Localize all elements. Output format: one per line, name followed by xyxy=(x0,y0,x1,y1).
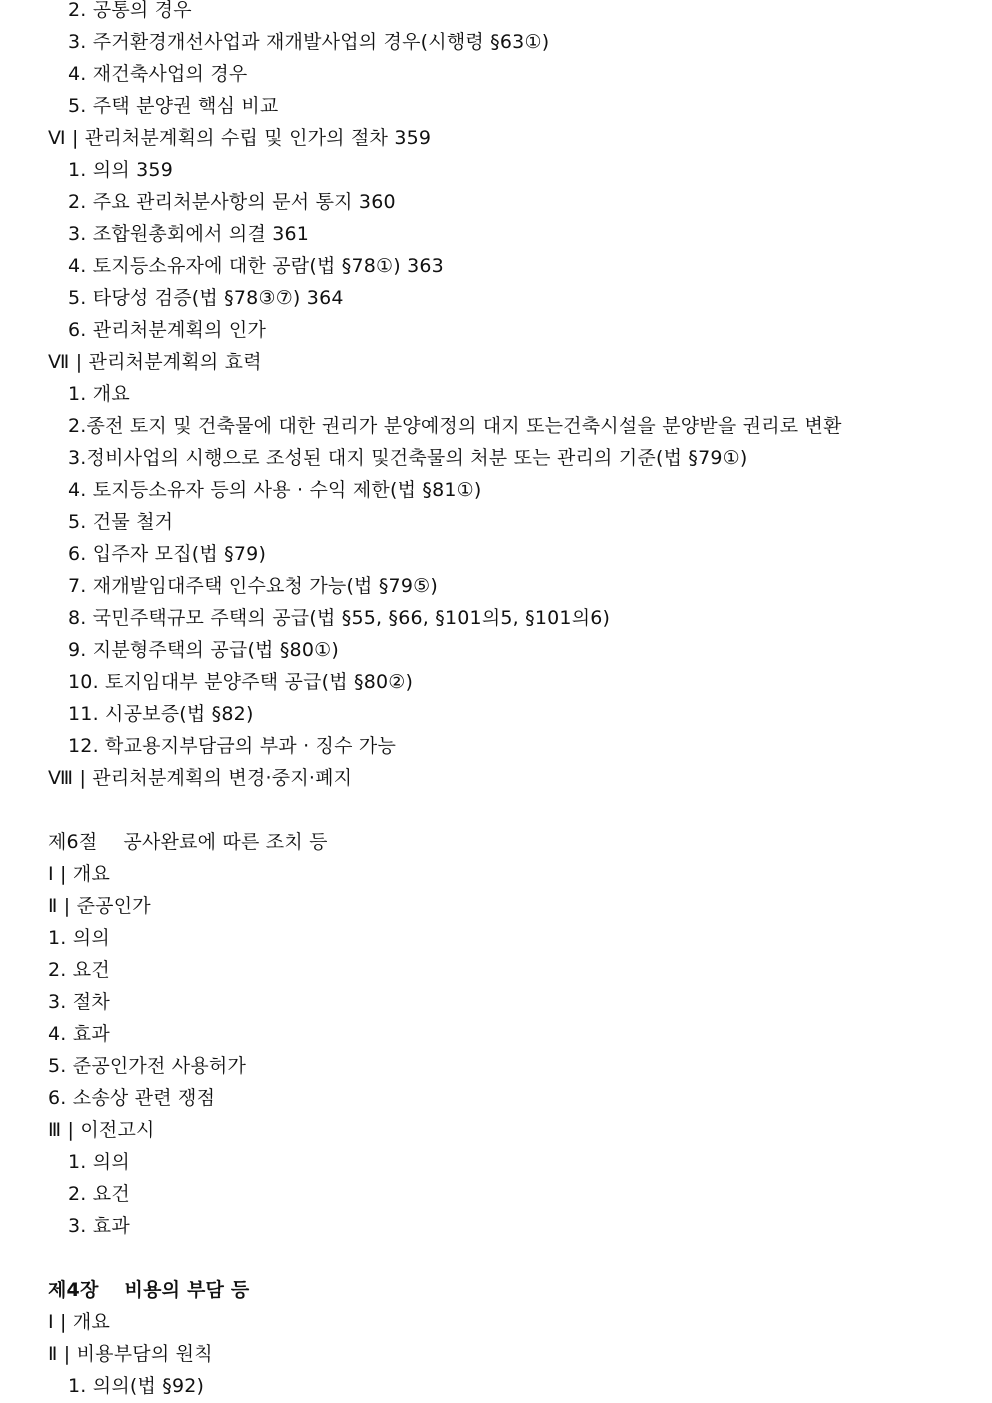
toc-item: Ⅷ | 관리처분계획의 변경·중지·폐지 xyxy=(48,767,353,789)
toc-subitem: 3. 주거환경개선사업과 재개발사업의 경우(시행령 §63①) xyxy=(68,31,550,53)
toc-subitem: 1. 의의 xyxy=(68,1151,130,1173)
toc-item: Ⅶ | 관리처분계획의 효력 xyxy=(48,351,262,373)
toc-item: Ⅱ | 비용부담의 원칙 xyxy=(48,1343,213,1365)
toc-part-management-disposal xyxy=(48,0,948,794)
toc-subitem: 2. 공통의 경우 xyxy=(68,0,192,21)
section-number: 제6절 xyxy=(48,831,98,853)
blank-line xyxy=(48,794,948,826)
toc-item: Ⅰ | 개요 xyxy=(48,863,110,885)
toc-subitem: 1. 개요 xyxy=(68,383,130,405)
toc-subitem: 3.정비사업의 시행으로 조성된 대지 및건축물의 처분 또는 관리의 기준(법 §79①) xyxy=(68,447,748,469)
toc-item: 1. 의의 xyxy=(48,927,110,949)
toc-subitem: 4. 토지등소유자 등의 사용 · 수익 제한(법 §81①) xyxy=(68,479,482,501)
toc-item: 5. 준공인가전 사용허가 xyxy=(48,1055,246,1077)
toc-subitem: 6. 관리처분계획의 인가 xyxy=(68,319,266,341)
blank-line xyxy=(48,1242,948,1274)
toc-chapter-4-items xyxy=(48,1306,948,1402)
toc-subitem: 12. 학교용지부담금의 부과 · 징수 가능 xyxy=(68,735,397,757)
toc-item: Ⅲ | 이전고시 xyxy=(48,1119,155,1141)
toc-subitem: 2. 요건 xyxy=(68,1183,130,1205)
toc-subitem: 11. 시공보증(법 §82) xyxy=(68,703,254,725)
chapter-number: 제4장 xyxy=(48,1279,99,1301)
toc-subitem: 4. 토지등소유자에 대한 공람(법 §78①) 363 xyxy=(68,255,444,277)
toc-subitem: 9. 지분형주택의 공급(법 §80①) xyxy=(68,639,339,661)
chapter-title: 비용의 부담 등 xyxy=(124,1279,250,1301)
toc-subitem: 1. 의의(법 §92) xyxy=(68,1375,205,1397)
toc-subitem: 4. 재건축사업의 경우 xyxy=(68,63,248,85)
toc-item: Ⅵ | 관리처분계획의 수립 및 인가의 절차 359 xyxy=(48,127,432,149)
toc-subitem: 7. 재개발임대주택 인수요청 가능(법 §79⑤) xyxy=(68,575,438,597)
toc-item: Ⅰ | 개요 xyxy=(48,1311,110,1333)
toc-item: 2. 요건 xyxy=(48,959,110,981)
toc-subitem: 2.종전 토지 및 건축물에 대한 권리가 분양예정의 대지 또는건축시설을 분양받을 권리로 변환 xyxy=(68,415,842,437)
toc-subitem: 1. 의의 359 xyxy=(68,159,173,181)
toc-subitem: 3. 효과 xyxy=(68,1215,130,1237)
section-heading xyxy=(48,826,948,858)
table-of-contents xyxy=(48,0,948,1402)
toc-item: 6. 소송상 관련 쟁점 xyxy=(48,1087,216,1109)
toc-subitem: 5. 타당성 검증(법 §78③⑦) 364 xyxy=(68,287,344,309)
toc-subitem: 3. 조합원총회에서 의결 361 xyxy=(68,223,310,245)
toc-subitem: 8. 국민주택규모 주택의 공급(법 §55, §66, §101의5, §101의6) xyxy=(68,607,611,629)
toc-subitem: 10. 토지임대부 분양주택 공급(법 §80②) xyxy=(68,671,414,693)
toc-subitem: 5. 건물 철거 xyxy=(68,511,174,533)
toc-subitem: 2. 주요 관리처분사항의 문서 통지 360 xyxy=(68,191,396,213)
toc-section-6-items xyxy=(48,858,948,1242)
toc-item: 4. 효과 xyxy=(48,1023,110,1045)
chapter-heading xyxy=(48,1274,948,1306)
section-title: 공사완료에 따른 조치 등 xyxy=(123,831,328,853)
toc-subitem: 6. 입주자 모집(법 §79) xyxy=(68,543,267,565)
toc-item: Ⅱ | 준공인가 xyxy=(48,895,151,917)
toc-subitem: 5. 주택 분양권 핵심 비교 xyxy=(68,95,279,117)
toc-item: 3. 절차 xyxy=(48,991,110,1013)
